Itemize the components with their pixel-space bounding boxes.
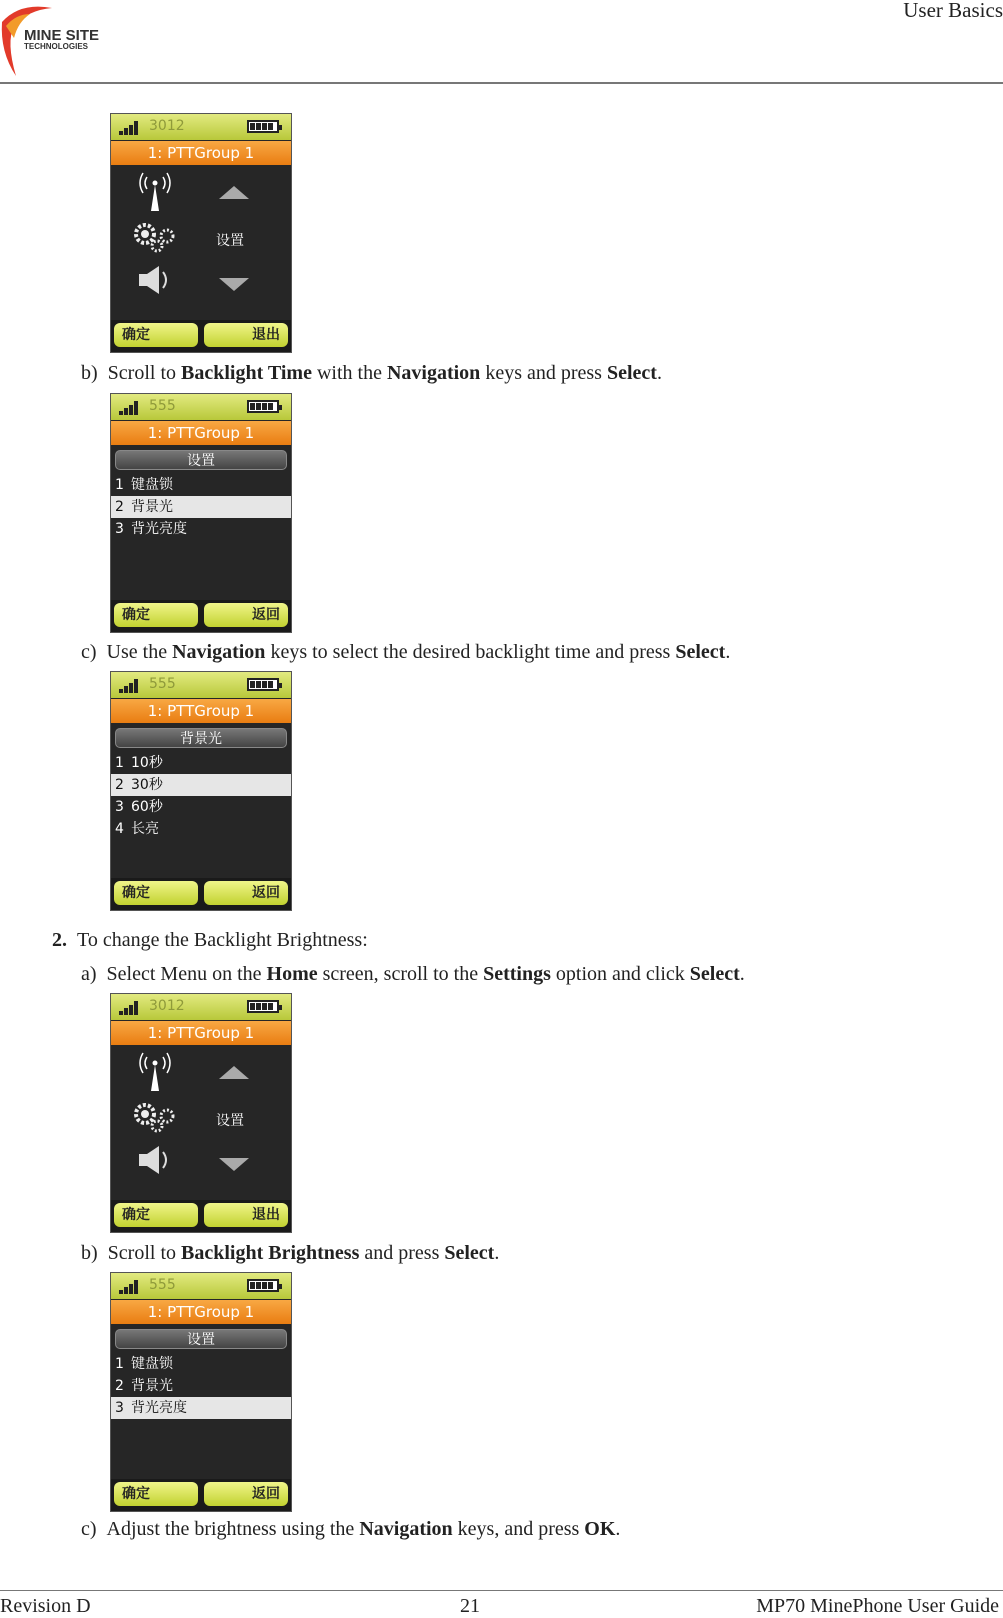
footer-revision: Revision D — [0, 1595, 91, 1617]
menu-item[interactable]: 4 长亮 — [115, 821, 159, 837]
svg-text:TECHNOLOGIES: TECHNOLOGIES — [24, 42, 89, 51]
step-2b: b) Scroll to Backlight Brightness and press Select. — [81, 1242, 500, 1264]
softkey-bar — [111, 878, 291, 910]
menu-item[interactable]: 3 背光亮度 — [115, 521, 187, 537]
unit-id: 555 — [149, 676, 176, 692]
signal-icon — [119, 1001, 145, 1015]
menu-item-selected[interactable]: 2 30秒 — [111, 774, 291, 796]
header-title: User Basics — [903, 0, 1003, 22]
softkey-bar — [111, 600, 291, 632]
softkey-bar — [111, 1479, 291, 1511]
step-2c: c) Adjust the brightness using the Navigation keys, and press OK. — [81, 1518, 621, 1540]
step-1c: c) Use the Navigation keys to select the desired backlight time and press Select. — [81, 641, 731, 663]
phone-screen-home — [110, 113, 292, 353]
softkey-right[interactable]: 返回 — [204, 1482, 288, 1506]
speaker-icon — [137, 1144, 173, 1176]
signal-icon — [119, 121, 145, 135]
group-bar: 1: PTTGroup 1 — [111, 699, 291, 723]
status-bar — [111, 994, 291, 1020]
menu-list — [111, 474, 291, 540]
signal-icon — [119, 1280, 145, 1294]
battery-icon — [247, 1279, 279, 1292]
step-1b: b) Scroll to Backlight Time with the Navigation keys and press Select. — [81, 362, 662, 384]
menu-list — [111, 752, 291, 840]
group-bar: 1: PTTGroup 1 — [111, 141, 291, 165]
battery-icon — [247, 400, 279, 413]
softkey-bar — [111, 1200, 291, 1232]
battery-icon — [247, 120, 279, 133]
unit-id: 555 — [149, 398, 176, 414]
speaker-icon — [137, 264, 173, 296]
battery-icon — [247, 1000, 279, 1013]
softkey-right[interactable]: 返回 — [204, 603, 288, 627]
nav-up-arrow-icon — [219, 186, 249, 199]
menu-title: 设置 — [115, 450, 287, 470]
signal-icon — [119, 679, 145, 693]
mine-site-logo — [0, 2, 100, 76]
phone-screen-home — [110, 993, 292, 1233]
step-2: 2. To change the Backlight Brightness: — [52, 929, 368, 951]
settings-gears-icon — [131, 220, 179, 254]
nav-up-arrow-icon — [219, 1066, 249, 1079]
menu-title: 设置 — [115, 1329, 287, 1349]
settings-gears-icon — [131, 1100, 179, 1134]
status-bar — [111, 114, 291, 140]
battery-icon — [247, 678, 279, 691]
footer-page-number: 21 — [460, 1595, 480, 1617]
status-bar — [111, 672, 291, 698]
menu-item[interactable]: 1 10秒 — [115, 755, 163, 771]
menu-list — [111, 1353, 291, 1419]
antenna-icon — [135, 171, 175, 213]
menu-item[interactable]: 1 键盘锁 — [115, 1356, 173, 1372]
nav-down-arrow-icon — [219, 278, 249, 291]
group-bar: 1: PTTGroup 1 — [111, 421, 291, 445]
softkey-bar — [111, 320, 291, 352]
step-2a: a) Select Menu on the Home screen, scroll to the Settings option and click Select. — [81, 963, 745, 985]
softkey-left[interactable]: 确定 — [114, 1203, 198, 1227]
softkey-right[interactable]: 返回 — [204, 881, 288, 905]
menu-item[interactable]: 3 60秒 — [115, 799, 163, 815]
header-divider — [0, 82, 1003, 84]
softkey-left[interactable]: 确定 — [114, 323, 198, 347]
softkey-right[interactable]: 退出 — [204, 1203, 288, 1227]
menu-item-selected[interactable]: 2 背景光 — [111, 496, 291, 518]
nav-down-arrow-icon — [219, 1158, 249, 1171]
menu-item[interactable]: 2 背景光 — [115, 1378, 173, 1394]
status-bar — [111, 394, 291, 420]
softkey-left[interactable]: 确定 — [114, 603, 198, 627]
unit-id: 3012 — [149, 998, 185, 1014]
softkey-left[interactable]: 确定 — [114, 881, 198, 905]
signal-icon — [119, 401, 145, 415]
group-bar: 1: PTTGroup 1 — [111, 1021, 291, 1045]
footer-guide-title: MP70 MinePhone User Guide — [756, 1595, 999, 1617]
home-menu-label: 设置 — [216, 1113, 244, 1129]
home-menu-label: 设置 — [216, 233, 244, 249]
menu-title: 背景光 — [115, 728, 287, 748]
footer-divider — [0, 1590, 1003, 1591]
softkey-right[interactable]: 退出 — [204, 323, 288, 347]
phone-screen-settings — [110, 1272, 292, 1512]
unit-id: 3012 — [149, 118, 185, 134]
unit-id: 555 — [149, 1277, 176, 1293]
menu-item-selected[interactable]: 3 背光亮度 — [111, 1397, 291, 1419]
menu-item[interactable]: 1 键盘锁 — [115, 477, 173, 493]
softkey-left[interactable]: 确定 — [114, 1482, 198, 1506]
group-bar: 1: PTTGroup 1 — [111, 1300, 291, 1324]
svg-text:MINE SITE: MINE SITE — [24, 27, 100, 44]
antenna-icon — [135, 1051, 175, 1093]
phone-screen-settings — [110, 393, 292, 633]
status-bar — [111, 1273, 291, 1299]
phone-screen-backlight — [110, 671, 292, 911]
